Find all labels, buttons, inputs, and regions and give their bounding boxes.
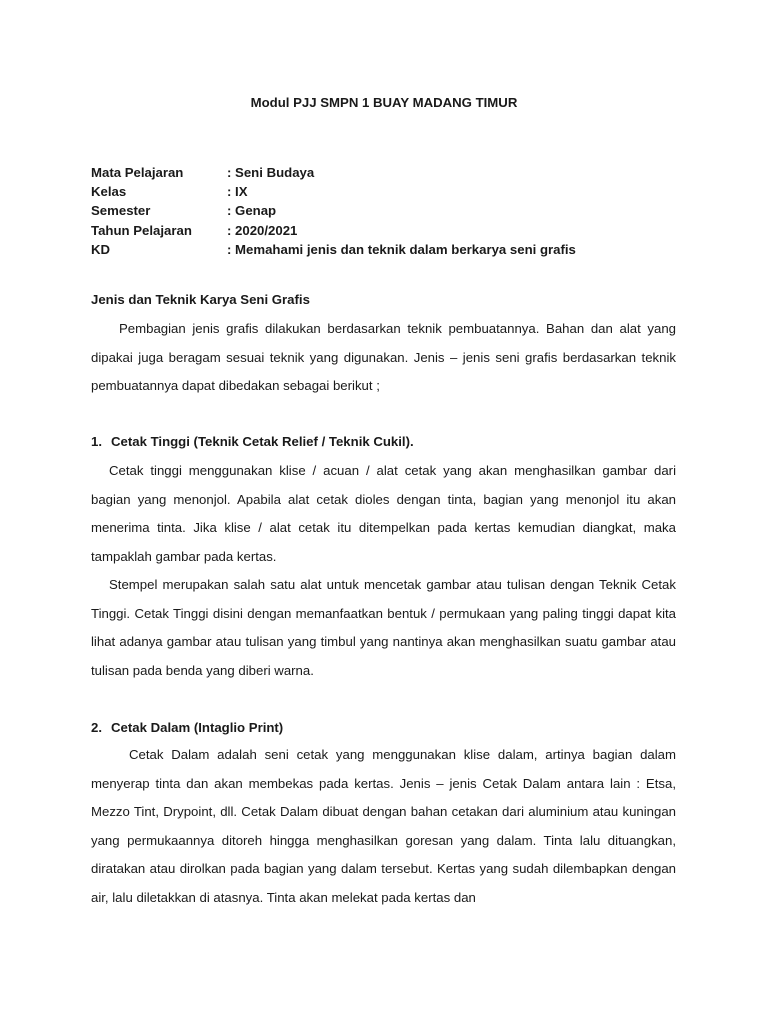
- meta-label: Mata Pelajaran: [91, 165, 184, 180]
- section-1-number: 1.: [91, 434, 102, 449]
- meta-row-kelas: [91, 182, 576, 201]
- meta-value: : Seni Budaya: [227, 165, 315, 180]
- meta-label: Semester: [91, 203, 151, 219]
- meta-row-kd: [91, 240, 576, 259]
- section-1-paragraph-2: Stempel merupakan salah satu alat untuk mencetak gambar atau tulisan dengan Teknik Cetak Tinggi. Cetak Tinggi disini dengan memanfaatkan bentuk / permukaan yang paling tinggi dapat kita lihat adanya gambar atau tulisan yang timbul yang nantinya akan menghasilkan suatu gambar atau tulisan pada benda yang diberi warna.: [91, 577, 676, 678]
- intro-paragraph: Pembagian jenis grafis dilakukan berdasarkan teknik pembuatannya. Bahan dan alat yang dipakai juga beragam sesuai teknik yang digunakan. Jenis – jenis seni grafis berdasarkan teknik pembuatannya dapat dibedakan sebagai berikut ;: [91, 321, 676, 394]
- meta-value: : 2020/2021: [227, 222, 298, 238]
- meta-label: Kelas: [91, 184, 127, 200]
- section-2-title-text: Cetak Dalam (Intaglio Print): [111, 720, 284, 735]
- meta-label: KD: [91, 241, 111, 257]
- section-2-paragraph-1: Cetak Dalam adalah seni cetak yang menggunakan klise dalam, artinya bagian dalam menyerap tinta dan akan membekas pada kertas. Jenis – jenis Cetak Dalam antara lain : Etsa, Mezzo Tint, Drypoint, dll. Cetak Dalam dibuat dengan bahan cetakan dari aluminium atau kuningan yang permukaannya ditoreh hingga menghasilkan goresan yang dalam. Tinta lalu dituangkan, diratakan atau dirolkan pada bagian yang dalam tersebut. Kertas yang sudah dilembapkan dengan air, lalu diletakkan di atasnya. Tinta akan melekat pada kertas dan: [91, 747, 676, 905]
- meta-label: Tahun Pelajaran: [91, 222, 192, 238]
- section-2-title: [91, 720, 283, 735]
- section-heading: Jenis dan Teknik Karya Seni Grafis: [91, 292, 310, 307]
- section-1-paragraph-1: Cetak tinggi menggunakan klise / acuan / alat cetak yang akan menghasilkan gambar dari bagian yang menonjol. Apabila alat cetak dioles dengan tinta, bagian yang menonjol itu akan menerima tinta. Jika klise / alat cetak itu ditempelkan pada kertas kemudian diangkat, maka tampaklah gambar pada kertas.: [91, 463, 676, 564]
- section-1-title: [91, 434, 414, 449]
- meta-value: : Memahami jenis dan teknik dalam berkarya seni grafis: [227, 241, 576, 257]
- meta-row-mata-pelajaran: [91, 163, 576, 182]
- section-2-number: 2.: [91, 720, 102, 735]
- section-1-title-text: Cetak Tinggi (Teknik Cetak Relief / Teknik Cukil).: [111, 434, 414, 449]
- meta-row-semester: [91, 201, 576, 220]
- meta-value: : IX: [227, 184, 248, 200]
- meta-value: : Genap: [227, 203, 277, 219]
- metadata-table: [91, 163, 576, 259]
- meta-row-tahun-pelajaran: [91, 221, 576, 240]
- document-title: Modul PJJ SMPN 1 BUAY MADANG TIMUR: [250, 95, 518, 110]
